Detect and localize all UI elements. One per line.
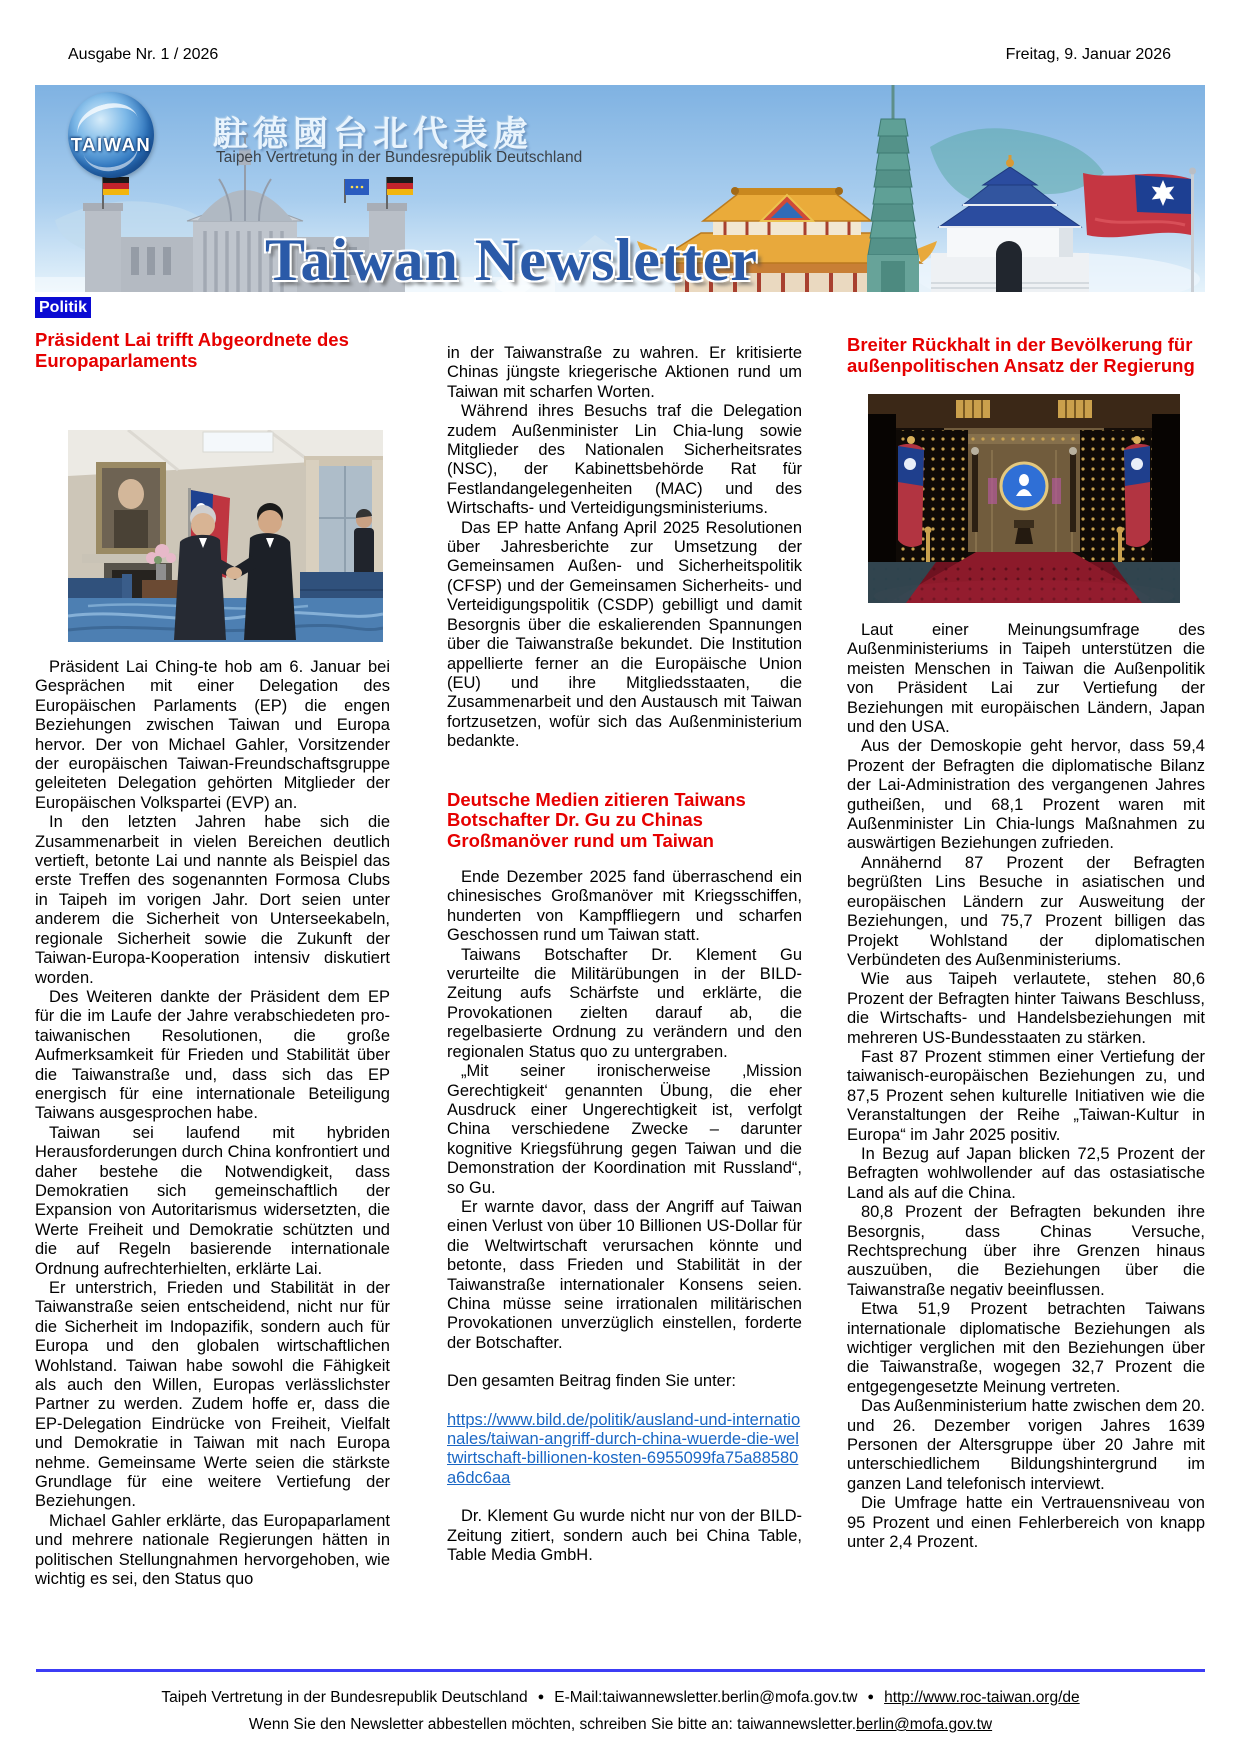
- lantern-icon: [956, 400, 990, 418]
- paragraph: Präsident Lai Ching-te hob am 6. Januar bei Gesprächen mit einer Delegation des Europäischen Parlaments (EP) die engen Beziehungen zwischen Taiwan und Europa hervor. Der von Michael Gahler, Vorsitzender der europäischen Taiwan-Freundschaftsgruppe geleiteten Delegation gehörten Mitglieder der Europäischen Volkspartei (EVP) an.: [35, 658, 390, 812]
- paragraph: Das Außenministerium hatte zwischen dem 20. und 26. Dezember vorigen Jahres 1639 Personen der Altersgruppe über 20 Jahre mit unterschiedlichem Bildungshintergrund im ganzen Land telefonisch interviewt.: [847, 1397, 1205, 1493]
- footer-website-link[interactable]: http://www.roc-taiwan.org/de: [884, 1689, 1080, 1706]
- paragraph: Michael Gahler erklärte, das Europaparlament und mehrere nationale Regierungen hätten in politischen Stellungnahmen hervorgehoben, wie wichtig es sei, den Status quo: [35, 1511, 390, 1589]
- unsubscribe-text: Wenn Sie den Newsletter abbestellen möchten, schreiben Sie bitte an: taiwannewsletter.: [248, 1716, 857, 1733]
- footer-org: Taipeh Vertretung in der Bundesrepublik Deutschland: [161, 1689, 528, 1706]
- article1-heading: Präsident Lai trifft Abgeordnete des Europaparlaments: [35, 329, 349, 371]
- paragraph: Taiwans Botschafter Dr. Klement Gu verurteilte die Militärübungen in der BILD-Zeitung aufs Schärfste und erklärte, die Provokationen zielten darauf ab, die regelbasierte Ordnung zu verändern und den regionalen Status quo zu untergraben.: [447, 945, 802, 1061]
- paragraph: Dr. Klement Gu wurde nicht nur von der BILD-Zeitung zitiert, sondern auch bei China Table, Table Media GmbH.: [447, 1507, 802, 1565]
- banner-chinese-title: 駐德國台北代表處: [213, 115, 534, 154]
- section-label-politik: Politik: [35, 297, 91, 318]
- column-3: [847, 327, 1205, 1553]
- paragraph: Ende Dezember 2025 fand überraschend ein chinesisches Großmanöver mit Kriegsschiffen, hunderten von Kampffliegern und scharfen Geschossen rund um Taiwan statt.: [447, 868, 802, 945]
- photo-lai-meets-ep-delegation: [68, 430, 383, 642]
- unsubscribe-email-link[interactable]: berlin@mofa.gov.tw: [856, 1716, 993, 1733]
- paragraph: Des Weiteren dankte der Präsident dem EP für die im Laufe der Jahre verabschiedeten pro-taiwanischen Resolutionen, die große Aufmerksamkeit für Frieden und Stabilität über die Taiwanstraße und, dass sich das EP energisch für eine internationale Beteiligung Taiwans ausgesprochen habe.: [35, 987, 390, 1123]
- paragraph: Das EP hatte Anfang April 2025 Resolutionen über Jahresberichte zur Umsetzung der Gemeinsamen Außen- und Sicherheitspolitik (CFSP) und der Gemeinsamen Sicherheits- und Verteidigungspolitik (CSDP) gebilligt und damit Besorgnis über die eskalierenden Spannungen über die Taiwanstraße bekundet. Die Institution appellierte ferner an die Europäische Union (EU) und ihre Mitgliedsstaaten, die Zusammenarbeit und den Austausch mit Taiwan fortzusetzen, wofür sich das Außenministerium bedankte.: [447, 518, 802, 751]
- bild-article-link[interactable]: https://www.bild.de/politik/ausland-und-internationales/taiwan-angriff-durch-china-wuerde-die-weltwirtschaft-billionen-kosten-6955099fa75a88580a6dc6aa: [447, 1410, 801, 1487]
- column-2: [447, 327, 802, 1565]
- taiwan-flag-icon: [1124, 436, 1150, 547]
- lantern-icon: [1058, 400, 1092, 418]
- paragraph: Während ihres Besuchs traf die Delegation zudem Außenminister Lin Chia-lung sowie Mitglieder des Nationalen Sicherheitsrates (NSC), der Kabinettsbehörde Rat für Festlandangelegenheiten (MAC) und des Wirtschafts- und Verteidigungsministeriums.: [447, 402, 802, 518]
- handshake: [226, 567, 242, 579]
- footer-unsubscribe-line: [36, 1716, 1205, 1734]
- article2-heading: Deutsche Medien zitieren Taiwans Botschafter Dr. Gu zu Chinas Großmanöver rund um Taiwan: [447, 788, 746, 851]
- paragraph: Etwa 51,9 Prozent betrachten Taiwans internationale diplomatische Beziehungen als wichtiger verglichen mit den Beziehungen über die Taiwanstraße, wogegen 32,7 Prozent die entgegengesetzte Meinung vertreten.: [847, 1300, 1205, 1396]
- content-area: [0, 292, 1241, 1590]
- paragraph: In den letzten Jahren habe sich die Zusammenarbeit in vielen Bereichen deutlich vertieft, betonte Lai und nannte als Beispiel das erste Treffen des sogenannten Formosa Clubs in Taipeh im vorigen Jahr. Dort seien unter anderem die Sicherheit von Unterseekabeln, regionale Sicherheit sowie die Zukunft der Taiwan-Europa-Kooperation intensiv diskutiert worden.: [35, 813, 390, 987]
- issue-number: Ausgabe Nr. 1 / 2026: [68, 46, 219, 63]
- paragraph: Fast 87 Prozent stimmen einer Vertiefung der taiwanisch-europäischen Beziehungen zu, und 87,5 Prozent sehen kulturelle Initiativen wie die Veranstaltungen der Reihe „Taiwan-Kultur in Europa“ im Jahr 2025 positiv.: [847, 1047, 1205, 1144]
- photo-ceremonial-hall: [868, 394, 1180, 603]
- paragraph: Taiwan sei laufend mit hybriden Herausforderungen durch China konfrontiert und daher bestehe die Notwendigkeit, dass Demokratien sich gemeinschaftlich der Expansion von Autoritarismus widersetzten, die Werte Freiheit und Demokratie schützten und die auf Regeln basierende internationale Ordnung aufrechterhielten, erklärte Lai.: [35, 1123, 390, 1278]
- paragraph: in der Taiwanstraße zu wahren. Er kritisierte Chinas jüngste kriegerische Aktionen rund um Taiwan mit scharfen Worten.: [447, 344, 802, 401]
- banner-subtitle: Taipeh Vertretung in der Bundesrepublik Deutschland: [216, 149, 583, 166]
- paragraph: Aus der Demoskopie geht hervor, dass 59,4 Prozent der Befragten die diplomatische Bilanz der Lai-Administration des vergangenen Jahres gutheißen, und 68,1 Prozent waren mit Außenminister Lin Chia-lungs Maßnahmen zu auswärtigen Beziehungen zufrieden.: [847, 737, 1205, 853]
- taiwan-logo-text: TAIWAN: [70, 134, 152, 155]
- issue-date: Freitag, 9. Januar 2026: [1005, 46, 1171, 63]
- paragraph: In Bezug auf Japan blicken 72,5 Prozent der Befragten wohlwollender auf das ostasiatische Land als auf die China.: [847, 1144, 1205, 1202]
- paragraph: Annähernd 87 Prozent der Befragten begrüßten Lins Besuche in asiatischen und europäischen Ländern zur Ausweitung der Beziehungen, und 75,7 Prozent billigen das Projekt Wohlstand der diplomatischen Verbündeten des Außenministeriums.: [847, 853, 1205, 969]
- newsletter-title: Taiwan Newsletter: [265, 227, 759, 292]
- newsletter-banner: [35, 85, 1205, 292]
- paragraph: Laut einer Meinungsumfrage des Außenministeriums in Taipeh unterstützen die meisten Menschen in Taiwan die Außenpolitik von Präsident Lai zur Vertiefung der Beziehungen mit europäischen Ländern, Japan und den USA.: [847, 621, 1205, 737]
- paragraph: 80,8 Prozent der Befragten bekunden ihre Besorgnis, dass Chinas Versuche, Rechtsprechung über ihre Grenzen hinaus auszuüben, die Beziehungen über die Taiwanstraße negativ beeinflussen.: [847, 1203, 1205, 1299]
- footer-divider: [36, 1669, 1205, 1672]
- paragraph: Er unterstrich, Frieden und Stabilität in der Taiwanstraße seien entscheidend, nicht nur für die Sicherheit im Indopazifik, sondern auch für Europa und den globalen wirtschaftlichen Wohlstand. Taiwan habe sowohl die Fähigkeit als auch den Willen, Europas verlässlichster Partner zu werden. Zudem hoffe er, dass die EP-Delegation Eindrücke von Freiheit, Vielfalt und Demokratie in Taiwan mit nach Europa nehme. Gemeinsame Werte seien die stärkste Grundlage für eine weitere Vertiefung der Beziehungen.: [35, 1279, 390, 1511]
- link-intro: Den gesamten Beitrag finden Sie unter:: [447, 1372, 736, 1391]
- footer-contact-line: [36, 1689, 1205, 1707]
- paragraph: Wie aus Taipeh verlautete, stehen 80,6 Prozent der Befragten hinter Taiwans Beschluss, die Wirtschafts- und Handelsbeziehungen mit mehreren US-Bundesstaaten zu stärken.: [847, 970, 1205, 1047]
- bullet-separator: ●: [867, 1691, 875, 1703]
- page-footer: [36, 1669, 1205, 1734]
- framed-portrait: [96, 462, 166, 554]
- paragraph: „Mit seiner ironischerweise ‚Mission Gerechtigkeit‘ genannten Übung, die eher Ausdruck einer Ungerechtigkeit ist, verfolgt China verschiedene Zwecke – darunter kognitive Kriegsführung gegen Taiwan und die Demonstration der Koordination mit Russland“, so Gu.: [447, 1062, 802, 1197]
- article3-heading: Breiter Rückhalt in der Bevölkerung für außenpolitischen Ansatz der Regierung: [847, 334, 1195, 376]
- content-columns: [35, 327, 1206, 1590]
- bullet-separator: ●: [537, 1691, 545, 1703]
- column-1: [35, 327, 390, 1590]
- taiwan-flag-icon: [898, 436, 924, 547]
- paragraph: Er warnte davor, dass der Angriff auf Taiwan einen Verlust von über 10 Billionen US-Dollar für die Weltwirtschaft verursachen könnte und betonte, dass Frieden und Stabilität in der Taiwanstraße internationaler Konsens seien. China müsse seine irrationalen militärischen Provokationen unverzüglich einstellen, forderte der Botschafter.: [447, 1197, 802, 1352]
- national-emblem: [1001, 463, 1047, 509]
- paragraph: Die Umfrage hatte ein Vertrauensniveau von 95 Prozent und einen Fehlerbereich von knapp unter 2,4 Prozent.: [847, 1494, 1205, 1552]
- masthead: [0, 0, 1241, 64]
- footer-email: E-Mail:taiwannewsletter.berlin@mofa.gov.tw: [554, 1689, 858, 1706]
